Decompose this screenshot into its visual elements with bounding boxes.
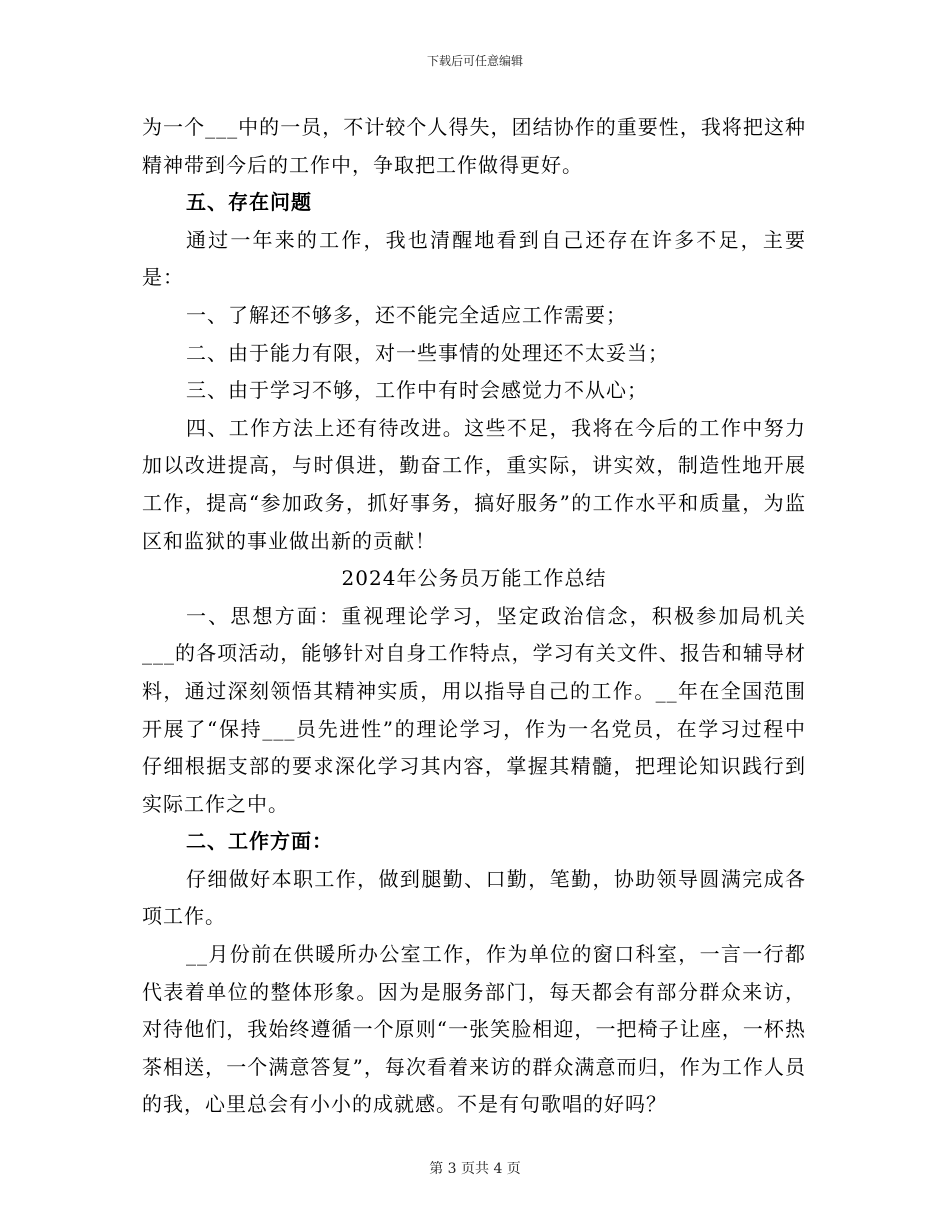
page-header: 下载后可任意编辑 (426, 54, 523, 68)
heading-work: 二、工作方面： (186, 829, 333, 854)
paragraph-problems-intro: 通过一年来的工作，我也清醒地看到自己还存在许多不足，主要是： (142, 227, 806, 290)
heading-problems: 五、存在问题 (186, 190, 312, 215)
page-footer: 第 3 页共 4 页 (429, 1161, 521, 1177)
paragraph-duties: 仔细做好本职工作，做到腿勤、口勤，笔勤，协助领导圆满完成各项工作。 (142, 866, 806, 929)
paragraph-teamwork: 为一个___中的一员，不计较个人得失，团结协作的重要性，我将把这种精神带到今后的工作中，争取把工作做得更好。 (142, 115, 806, 177)
list-item-problem-4: 四、工作方法上还有待改进。这些不足，我将在今后的工作中努力加以改进提高，与时俱进，勤奋工作，重实际，讲实效，制造性地开展工作，提高“参加政务，抓好事务，搞好服务”的工作水平和质量，为监区和监狱的事业做出新的贡献！ (142, 415, 806, 553)
list-item-problem-2: 二、由于能力有限，对一些事情的处理还不太妥当； (186, 340, 669, 365)
paragraph-office-work: __月份前在供暖所办公室工作，作为单位的窗口科室，一言一行都代表着单位的整体形象。因为是服务部门，每天都会有部分群众来访，对待他们，我始终遵循一个原则“一张笑脸相迎，一把椅子让座，一杯热茶相送，一个满意答复”，每次看着来访的群众满意而归，作为工作人员的我，心里总会有小小的成就感。不是有句歌唱的好吗？ (142, 942, 806, 1117)
document-title: 2024年公务员万能工作总结 (341, 566, 607, 591)
list-item-problem-3: 三、由于学习不够，工作中有时会感觉力不从心； (186, 378, 648, 403)
document-body (142, 109, 806, 1124)
list-item-problem-1: 一、了解还不够多，还不能完全适应工作需要； (186, 302, 627, 327)
paragraph-thought: 一、思想方面：重视理论学习，坚定政治信念，积极参加局机关___的各项活动，能够针对自身工作特点，学习有关文件、报告和辅导材料，通过深刻领悟其精神实质，用以指导自己的工作。__年在全国范围开展了“保持___员先进性”的理论学习，作为一名党员，在学习过程中仔细根据支部的要求深化学习其内容，掌握其精髓，把理论知识践行到实际工作之中。 (142, 603, 806, 816)
